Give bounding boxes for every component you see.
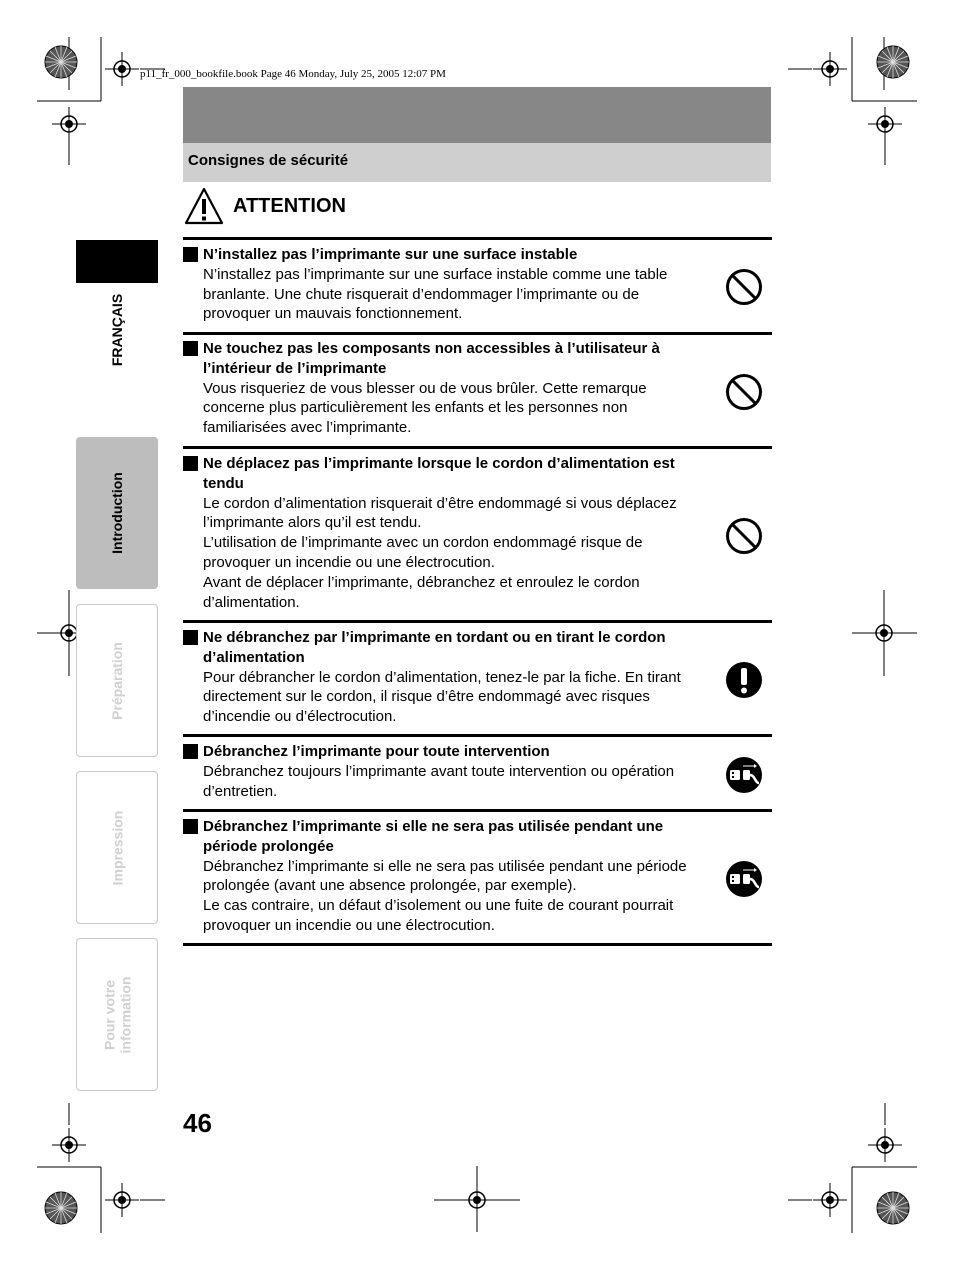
rule-2 bbox=[183, 446, 772, 449]
attention-label: ATTENTION bbox=[233, 195, 346, 217]
tab-introduction-wrap bbox=[76, 437, 158, 589]
bullet-square bbox=[183, 456, 198, 471]
warning-item bbox=[183, 817, 772, 936]
tab-introduction-label: Introduction bbox=[109, 472, 125, 554]
tab-preparation-wrap bbox=[76, 604, 158, 757]
tab-preparation-label: Préparation bbox=[109, 641, 125, 720]
warning-title: Débranchez l’imprimante si elle ne sera pas utilisée pendant une période prolongée bbox=[203, 818, 664, 855]
rule-3 bbox=[183, 620, 772, 623]
warning-title: Ne débranchez par l’imprimante en tordant ou en tirant le cordon d’alimentation bbox=[203, 629, 666, 666]
rule-bottom bbox=[183, 943, 772, 946]
warning-item bbox=[183, 245, 772, 324]
warning-body: Pour débrancher le cordon d’alimentation, tenez-le par la fiche. En tirant directement sur le cordon, il risque d’être endommagé avec risques d’incendie ou d’électrocution. bbox=[203, 668, 681, 726]
warning-body: Débranchez l’imprimante si elle ne sera pas utilisée pendant une période prolongée (avant une absence prolongée, par exemple). Le cas contraire, un défaut d’isolement ou une fuite de courant pourrait provoquer un incendie ou une électrocution. bbox=[203, 857, 687, 934]
bullet-square bbox=[183, 744, 198, 759]
tab-francais[interactable] bbox=[76, 290, 158, 370]
warning-body: Vous risqueriez de vous blesser ou de vous brûler. Cette remarque concerne plus particulièrement les enfants et les personnes non familiarisées avec l’imprimante. bbox=[203, 379, 647, 437]
page-number: 46 bbox=[183, 1108, 212, 1138]
warning-item bbox=[183, 742, 772, 801]
warning-body: N’installez pas l’imprimante sur une surface instable comme une table branlante. Une chute risquerait d’endommager l’imprimante ou de provoquer un mauvais fonctionnement. bbox=[203, 265, 668, 323]
tab-pour-votre-information-label: Pour votre information bbox=[101, 976, 133, 1053]
exclamation-icon bbox=[725, 661, 763, 699]
prohibition-icon bbox=[725, 268, 763, 306]
warning-item bbox=[183, 339, 772, 438]
rule-4 bbox=[183, 734, 772, 737]
bullet-square bbox=[183, 247, 198, 262]
warning-item bbox=[183, 628, 772, 727]
rule-1 bbox=[183, 332, 772, 335]
tab-francais-label: FRANÇAIS bbox=[109, 293, 125, 367]
file-info-header: p11_fr_000_bookfile.book Page 46 Monday, July 25, 2005 12:07 PM bbox=[140, 68, 446, 80]
rule-top bbox=[183, 237, 772, 240]
warning-body: Le cordon d’alimentation risquerait d’être endommagé si vous déplacez l’imprimante alors qu’il est tendu. L’utilisation de l’imprimante avec un cordon endommagé risque de provoquer un incendie ou une électrocution. Avant de déplacer l’imprimante, débranchez et enroulez le cordon d’alimentation. bbox=[203, 494, 677, 611]
unplug-icon bbox=[725, 756, 763, 794]
prohibition-icon bbox=[725, 373, 763, 411]
warning-triangle-icon bbox=[184, 187, 224, 225]
warning-title: Ne déplacez pas l’imprimante lorsque le cordon d’alimentation est tendu bbox=[203, 455, 675, 492]
unplug-icon bbox=[725, 860, 763, 898]
warning-item bbox=[183, 454, 772, 612]
bullet-square bbox=[183, 630, 198, 645]
tab-impression-label: Impression bbox=[108, 810, 125, 885]
rule-5 bbox=[183, 809, 772, 812]
prohibition-icon bbox=[725, 517, 763, 555]
header-band-dark bbox=[183, 87, 771, 143]
bullet-square bbox=[183, 819, 198, 834]
warning-body: Débranchez toujours l’imprimante avant toute intervention ou opération d’entretien. bbox=[203, 762, 675, 800]
tab-impression-wrap bbox=[76, 771, 158, 924]
tab-francais-marker bbox=[76, 240, 158, 283]
warning-title: Débranchez l’imprimante pour toute intervention bbox=[203, 743, 550, 760]
warning-title: N’installez pas l’imprimante sur une surface instable bbox=[203, 246, 578, 263]
warning-title: Ne touchez pas les composants non accessibles à l’utilisateur à l’intérieur de l’imprimante bbox=[203, 340, 660, 377]
section-title: Consignes de sécurité bbox=[188, 152, 349, 169]
bullet-square bbox=[183, 341, 198, 356]
tab-pour-votre-information-wrap bbox=[76, 938, 158, 1091]
